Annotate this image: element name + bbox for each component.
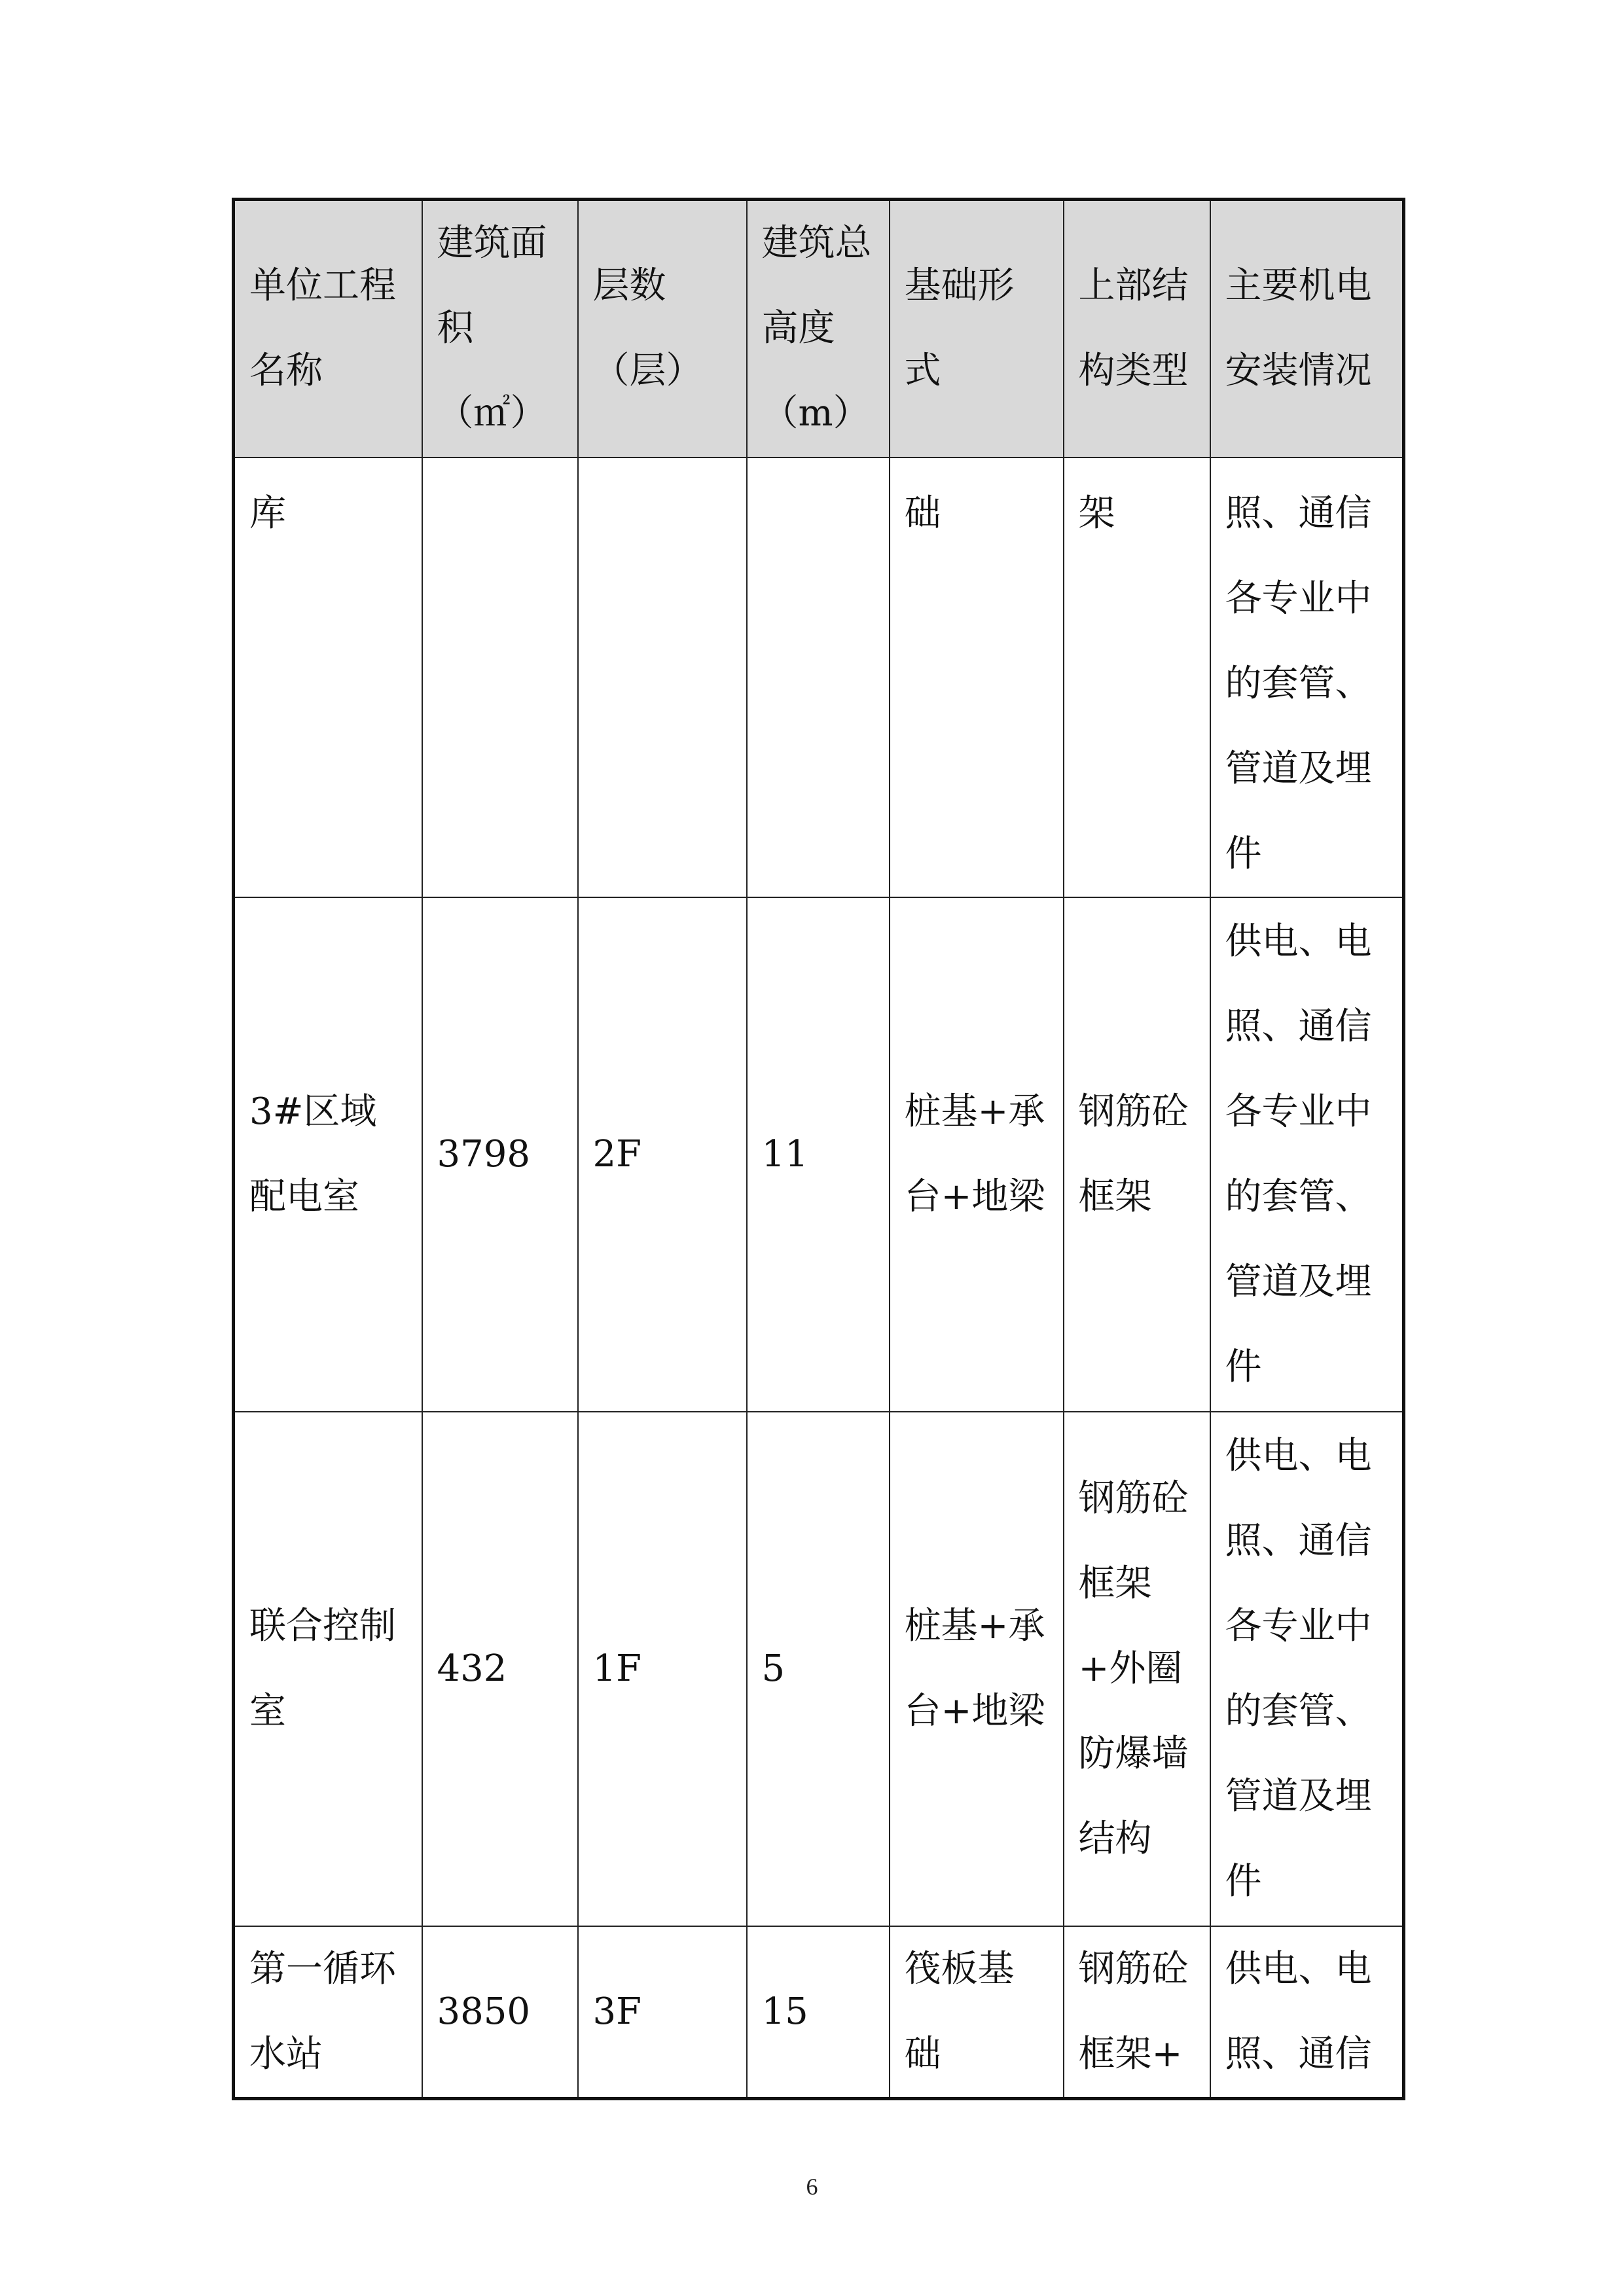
- cell-building-area: 3850: [422, 1926, 578, 2099]
- cell-unit-name: 第一循环水站: [234, 1926, 422, 2099]
- cell-building-area: 432: [422, 1412, 578, 1926]
- cell-unit-name: 3#区域配电室: [234, 897, 422, 1412]
- cell-floors: 2F: [578, 897, 747, 1412]
- page-number: 6: [806, 2174, 818, 2200]
- cell-structure-type: 钢筋砼框架+: [1064, 1926, 1210, 2099]
- header-foundation-type: 基础形式: [890, 200, 1064, 457]
- cell-structure-type: 架: [1064, 457, 1210, 897]
- header-floors: 层数（层）: [578, 200, 747, 457]
- cell-mep-installation: 供电、电照、通信: [1210, 1926, 1404, 2099]
- cell-foundation-type: 桩基+承台+地梁: [890, 1412, 1064, 1926]
- cell-mep-installation: 供电、电照、通信各专业中的套管、管道及埋件: [1210, 897, 1404, 1412]
- cell-foundation-type: 桩基+承台+地梁: [890, 897, 1064, 1412]
- table-row: [234, 897, 1404, 1412]
- cell-total-height: 15: [747, 1926, 890, 2099]
- cell-unit-name: 库: [234, 457, 422, 897]
- cell-building-area: 3798: [422, 897, 578, 1412]
- data-table-wrapper: [232, 198, 1402, 2087]
- cell-total-height: 5: [747, 1412, 890, 1926]
- table-row: [234, 457, 1404, 897]
- header-mep-installation: 主要机电安装情况: [1210, 200, 1404, 457]
- header-unit-name: 单位工程名称: [234, 200, 422, 457]
- cell-building-area: [422, 457, 578, 897]
- table-row: [234, 1926, 1404, 2099]
- cell-structure-type: 钢筋砼框架+外圈防爆墙结构: [1064, 1412, 1210, 1926]
- cell-mep-installation: 照、通信各专业中的套管、管道及埋件: [1210, 457, 1404, 897]
- cell-total-height: 11: [747, 897, 890, 1412]
- header-structure-type: 上部结构类型: [1064, 200, 1210, 457]
- cell-floors: 1F: [578, 1412, 747, 1926]
- cell-foundation-type: 础: [890, 457, 1064, 897]
- cell-floors: 3F: [578, 1926, 747, 2099]
- cell-foundation-type: 筏板基础: [890, 1926, 1064, 2099]
- table-row: [234, 1412, 1404, 1926]
- header-building-area: 建筑面积（㎡）: [422, 200, 578, 457]
- cell-unit-name: 联合控制室: [234, 1412, 422, 1926]
- cell-mep-installation: 供电、电照、通信各专业中的套管、管道及埋件: [1210, 1412, 1404, 1926]
- cell-structure-type: 钢筋砼框架: [1064, 897, 1210, 1412]
- cell-floors: [578, 457, 747, 897]
- header-total-height: 建筑总高度（m）: [747, 200, 890, 457]
- project-table: [232, 198, 1405, 2100]
- cell-total-height: [747, 457, 890, 897]
- table-header-row: [234, 200, 1404, 457]
